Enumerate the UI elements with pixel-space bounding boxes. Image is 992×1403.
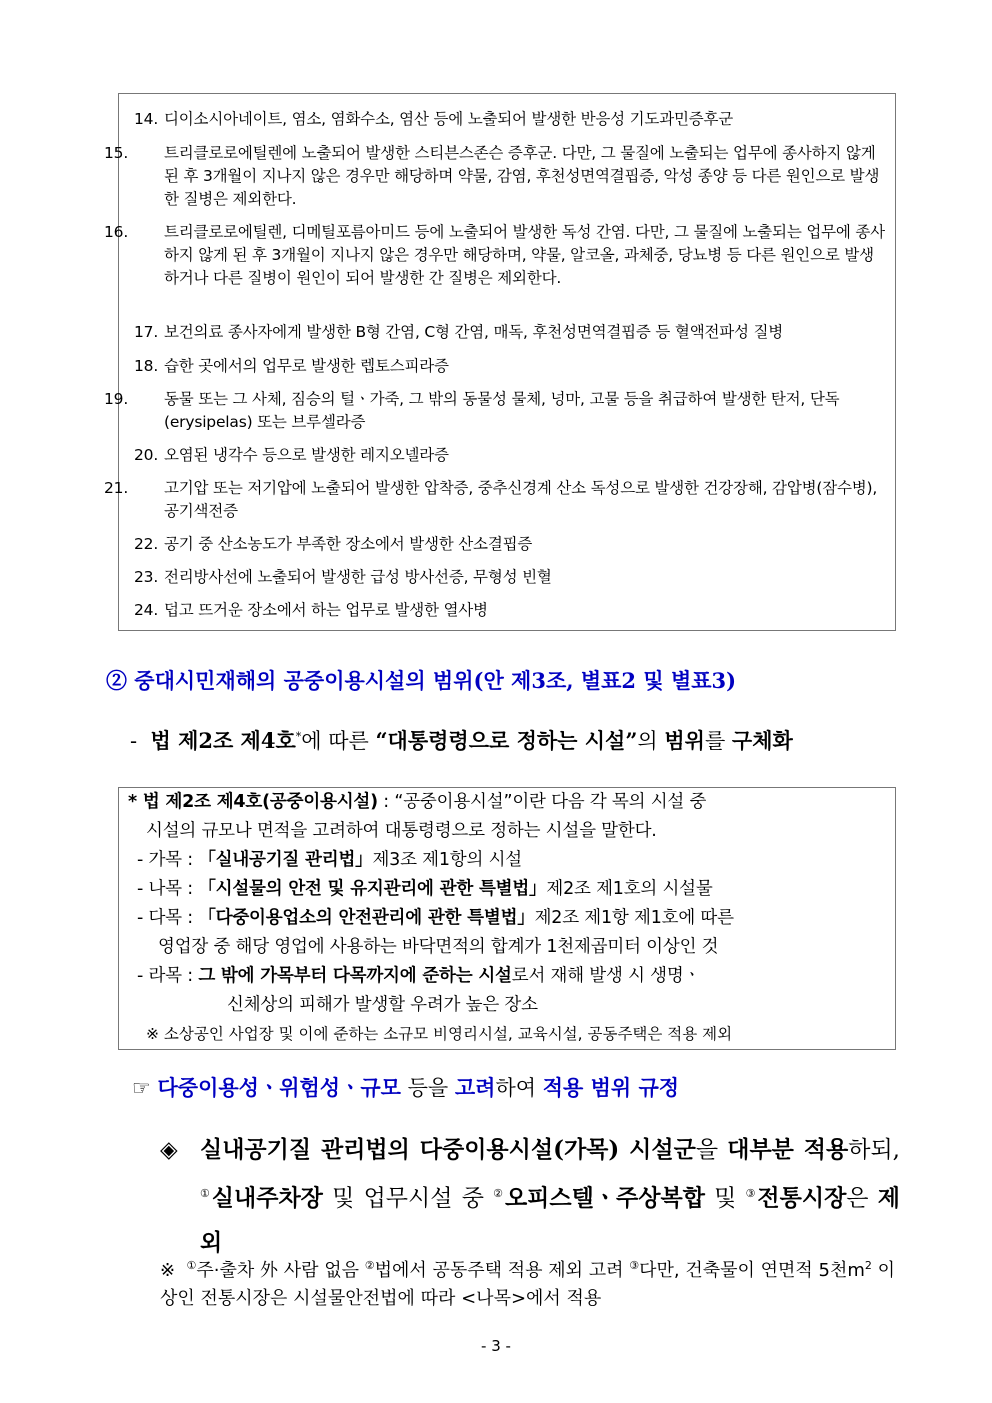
section-subtitle: - 법 제2조 제4호*에 따른 “대통령령으로 정하는 시설”의 범위를 구체화: [130, 728, 793, 753]
list-item: 19. 동물 또는 그 사체, 짐승의 털ㆍ가죽, 그 밖의 동물성 물체, 넝마, 고물 등을 취급하여 발생한 탄저, 단독(erysipelas) 또는 브루셀라증: [104, 390, 840, 431]
law-item-ra: - 라목 : 그 밖에 가목부터 다목까지에 준하는 시설로서 재해 발생 시 생명ㆍ: [137, 966, 701, 986]
list-item: 23. 전리방사선에 노출되어 발생한 급성 방사선증, 무형성 빈혈: [134, 568, 552, 586]
pointing-hand-icon: ☞: [132, 1076, 151, 1100]
diamond-bullet-icon: ◈: [160, 1137, 178, 1163]
law-heading: * 법 제2조 제4호(공중이용시설) : “공중이용시설”이란 다음 각 목의 시설 중: [128, 792, 707, 812]
list-item: 21. 고기압 또는 저기압에 노출되어 발생한 압착증, 중추신경계 산소 독성으로 발생한 건강장해, 감압병(잠수병), 공기색전증: [104, 479, 878, 520]
law-item-ra-cont: 신체상의 피해가 발생할 우려가 높은 장소: [227, 995, 538, 1015]
list-item: 15. 트리클로로에틸렌에 노출되어 발생한 스티븐스존슨 증후군. 다만, 그 물질에 노출되는 업무에 종사하지 않게 된 후 3개월이 지나지 않은 경우만 해당하며 약물, 감염, 후천성면역결핍증, 악성 종양 등 다른 원인으로 발생한 질병은 제외한다.: [104, 144, 880, 208]
law-item-da-cont: 영업장 중 해당 영업에 사용하는 바닥면적의 합계가 1천제곱미터 이상인 것: [158, 937, 719, 957]
law-item-da: - 다목 : 「다중이용업소의 안전관리에 관한 특별법」제2조 제1항 제1호에 따른: [137, 908, 734, 928]
law-note: ※ 소상공인 사업장 및 이에 준하는 소규모 비영리시설, 교육시설, 공동주택은 적용 제외: [146, 1025, 733, 1043]
scope-point: ☞ 다중이용성ㆍ위험성ㆍ규모 등을 고려하여 적용 범위 규정: [132, 1075, 680, 1100]
section-title: ② 중대시민재해의 공중이용시설의 범위(안 제3조, 별표2 및 별표3): [106, 668, 737, 693]
scope-detail: ◈ 실내공기질 관리법의 다중이용시설(가목) 시설군을 대부분 적용하되, ①실내주차장 및 업무시설 중 ②오피스텔ㆍ주상복합 및 ③전통시장은 제외: [160, 1128, 900, 1265]
list-item: 22. 공기 중 산소농도가 부족한 장소에서 발생한 산소결핍증: [134, 535, 533, 553]
list-item: 16. 트리클로로에틸렌, 디메틸포름아미드 등에 노출되어 발생한 독성 간염. 다만, 그 물질에 노출되는 업무에 종사하지 않게 된 후 3개월이 지나지 않은 경우만 해당하며, 약물, 알코올, 과체중, 당뇨병 등 다른 원인으로 발생하거나 다른 질병이 원인이 되어 발생한 간 질병은 제외한다.: [104, 223, 885, 287]
law-item-na: - 나목 : 「시설물의 안전 및 유지관리에 관한 특별법」제2조 제1호의 시설물: [137, 879, 713, 899]
law-item-ga: - 가목 : 「실내공기질 관리법」제3조 제1항의 시설: [137, 850, 522, 870]
list-item: 14. 디이소시아네이트, 염소, 염화수소, 염산 등에 노출되어 발생한 반응성 기도과민증후군: [134, 110, 734, 128]
law-heading-cont: 시설의 규모나 면적을 고려하여 대통령령으로 정하는 시설을 말한다.: [146, 821, 657, 841]
page-number: - 3 -: [481, 1337, 511, 1355]
note-mark-icon: ※: [160, 1260, 176, 1281]
list-item: 24. 덥고 뜨거운 장소에서 하는 업무로 발생한 열사병: [134, 601, 488, 619]
footnote: ※ ①주·출차 外 사람 없음 ②법에서 공동주택 적용 제외 고려 ③다만, 건축물이 연면적 5천$m^2$ 이상인 전통시장은 시설물안전법에 따라 <나목>에서 적용: [160, 1259, 896, 1309]
list-item: 17. 보건의료 종사자에게 발생한 B형 간염, C형 간염, 매독, 후천성면역결핍증 등 혈액전파성 질병: [134, 323, 784, 341]
list-item: 18. 습한 곳에서의 업무로 발생한 렙토스피라증: [134, 357, 449, 375]
list-item: 20. 오염된 냉각수 등으로 발생한 레지오넬라증: [134, 446, 449, 464]
